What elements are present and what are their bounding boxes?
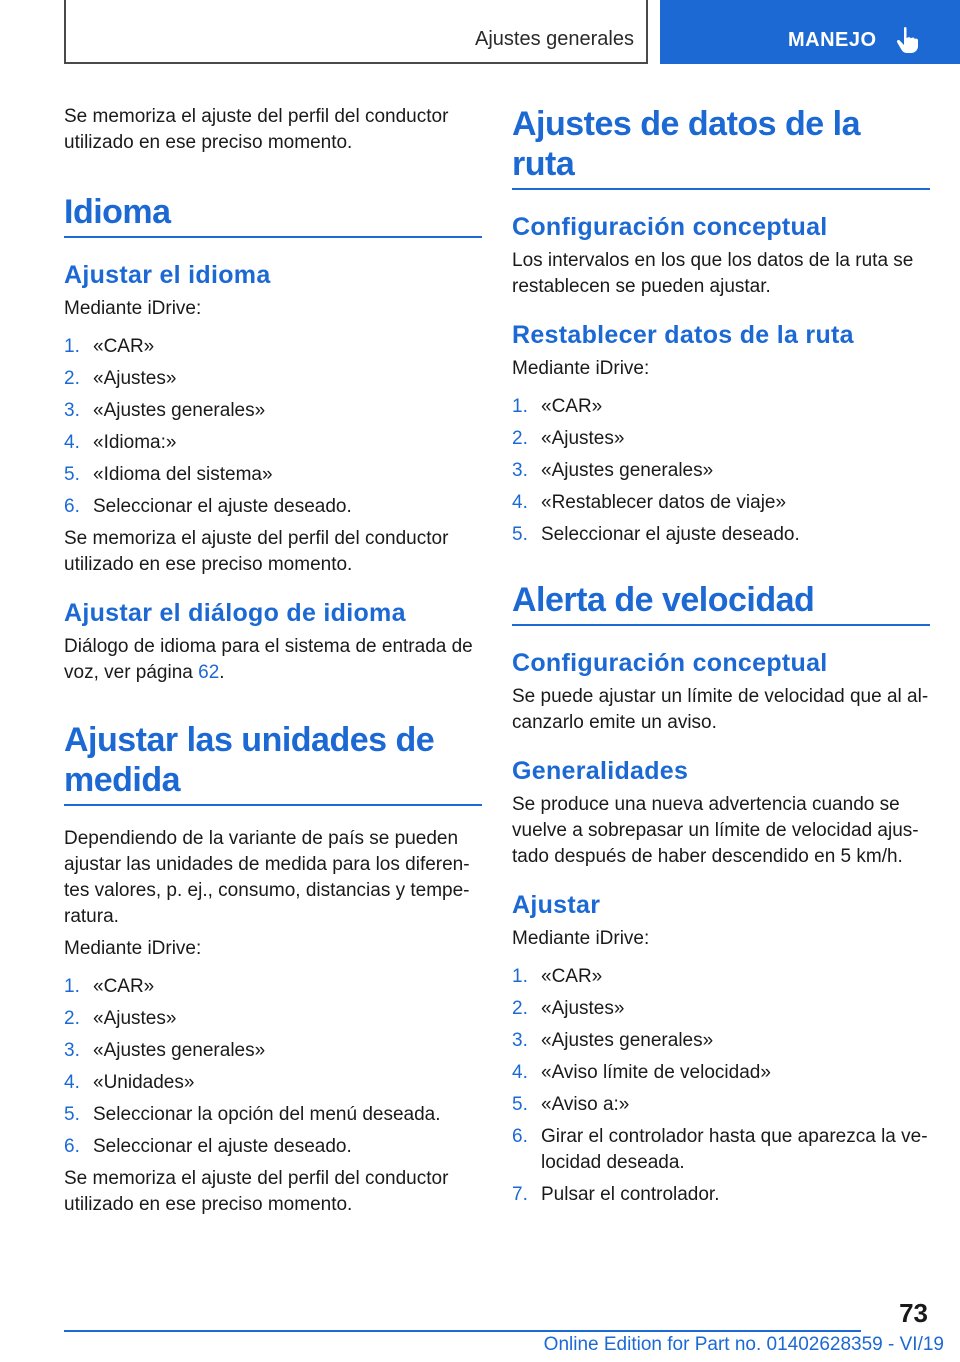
list-item: 5. Seleccionar la opción del menú deseada.	[64, 1104, 441, 1125]
right-column	[512, 104, 930, 1214]
list-item: 2. «Ajustes»	[512, 428, 625, 449]
ruta-concept-text: Los intervalos en los que los datos de la ruta se restablecen se pueden ajustar.	[512, 250, 914, 297]
list-item: 5. «Aviso a:»	[512, 1094, 630, 1115]
page-number: 73	[899, 1298, 928, 1328]
footer-divider	[64, 1330, 861, 1332]
heading-alerta-velocidad: Alerta de velocidad	[512, 580, 930, 626]
list-item: 1. «CAR»	[512, 966, 603, 987]
subheading-generalidades: Generalidades	[512, 757, 689, 785]
list-item: 3. «Ajustes generales»	[64, 1040, 266, 1061]
subheading-ruta-concept: Configuración conceptual	[512, 213, 828, 241]
pointing-hand-icon	[894, 26, 920, 54]
alerta-concept-text: Se puede ajustar un límite de velocidad que al al-canzarlo emite un aviso.	[512, 686, 929, 733]
unidades-intro: Mediante iDrive:	[64, 938, 202, 959]
list-item: 4. «Restablecer datos de viaje»	[512, 492, 787, 513]
list-item: 4. «Idioma:»	[64, 432, 177, 453]
list-item: 7. Pulsar el controlador.	[512, 1184, 720, 1205]
list-item: 1. «CAR»	[64, 976, 155, 997]
dialogo-text: Diálogo de idioma para el sistema de entrada de voz, ver página 62.	[64, 636, 473, 683]
restablecer-steps-list	[512, 394, 930, 548]
heading-datos-ruta: Ajustes de datos de la ruta	[512, 104, 930, 190]
heading-unidades: Ajustar las unidades de medida	[64, 720, 482, 806]
idioma-steps-list	[64, 334, 482, 520]
heading-idioma: Idioma	[64, 192, 482, 238]
ajustar-intro: Mediante iDrive:	[512, 928, 650, 949]
ajustar-steps-list	[512, 964, 930, 1208]
list-item: 5. «Idioma del sistema»	[64, 464, 273, 485]
intro-note: Se memoriza el ajuste del perfil del conductor utilizado en ese preciso momento.	[64, 106, 449, 153]
list-item: 2. «Ajustes»	[64, 1008, 177, 1029]
restablecer-intro: Mediante iDrive:	[512, 358, 650, 379]
left-column	[64, 104, 482, 1218]
list-item: 2. «Ajustes»	[64, 368, 177, 389]
list-item: 3. «Ajustes generales»	[64, 400, 266, 421]
list-item: 4. «Aviso límite de velocidad»	[512, 1062, 771, 1083]
subheading-ajustar-idioma: Ajustar el idioma	[64, 261, 271, 289]
unidades-text: Dependiendo de la variante de país se pueden ajustar las unidades de medida para los diferen-tes valores, p. ej., consumo, distancias y tempe-ratura.	[64, 828, 470, 927]
subheading-dialogo-idioma: Ajustar el diálogo de idioma	[64, 599, 406, 627]
list-item: 6. Girar el controlador hasta que aparezca la ve-locidad deseada.	[512, 1126, 928, 1173]
section-title: Ajustes generales	[475, 28, 634, 50]
list-item: 5. Seleccionar el ajuste deseado.	[512, 524, 800, 545]
edition-text: Online Edition for Part no. 01402628359 - VI/19	[543, 1334, 944, 1355]
subheading-ajustar: Ajustar	[512, 891, 601, 919]
list-item: 2. «Ajustes»	[512, 998, 625, 1019]
unidades-steps-list	[64, 974, 482, 1160]
list-item: 3. «Ajustes generales»	[512, 1030, 714, 1051]
generalidades-text: Se produce una nueva advertencia cuando se vuelve a sobrepasar un límite de velocidad ajus-tado después de haber descendido en 5 km/h.	[512, 794, 919, 867]
subheading-restablecer: Restablecer datos de la ruta	[512, 321, 854, 349]
list-item: 6. Seleccionar el ajuste deseado.	[64, 496, 352, 517]
subheading-alerta-concept: Configuración conceptual	[512, 649, 828, 677]
list-item: 1. «CAR»	[64, 336, 155, 357]
header-section-box	[64, 0, 648, 64]
page-link-62[interactable]: 62	[198, 662, 220, 683]
idioma-note: Se memoriza el ajuste del perfil del conductor utilizado en ese preciso momento.	[64, 528, 449, 575]
ajustar-idioma-intro: Mediante iDrive:	[64, 298, 202, 319]
list-item: 1. «CAR»	[512, 396, 603, 417]
chapter-tab-label: MANEJO	[788, 29, 877, 51]
list-item: 4. «Unidades»	[64, 1072, 195, 1093]
list-item: 6. Seleccionar el ajuste deseado.	[64, 1136, 352, 1157]
list-item: 3. «Ajustes generales»	[512, 460, 714, 481]
unidades-note: Se memoriza el ajuste del perfil del conductor utilizado en ese preciso momento.	[64, 1168, 449, 1215]
